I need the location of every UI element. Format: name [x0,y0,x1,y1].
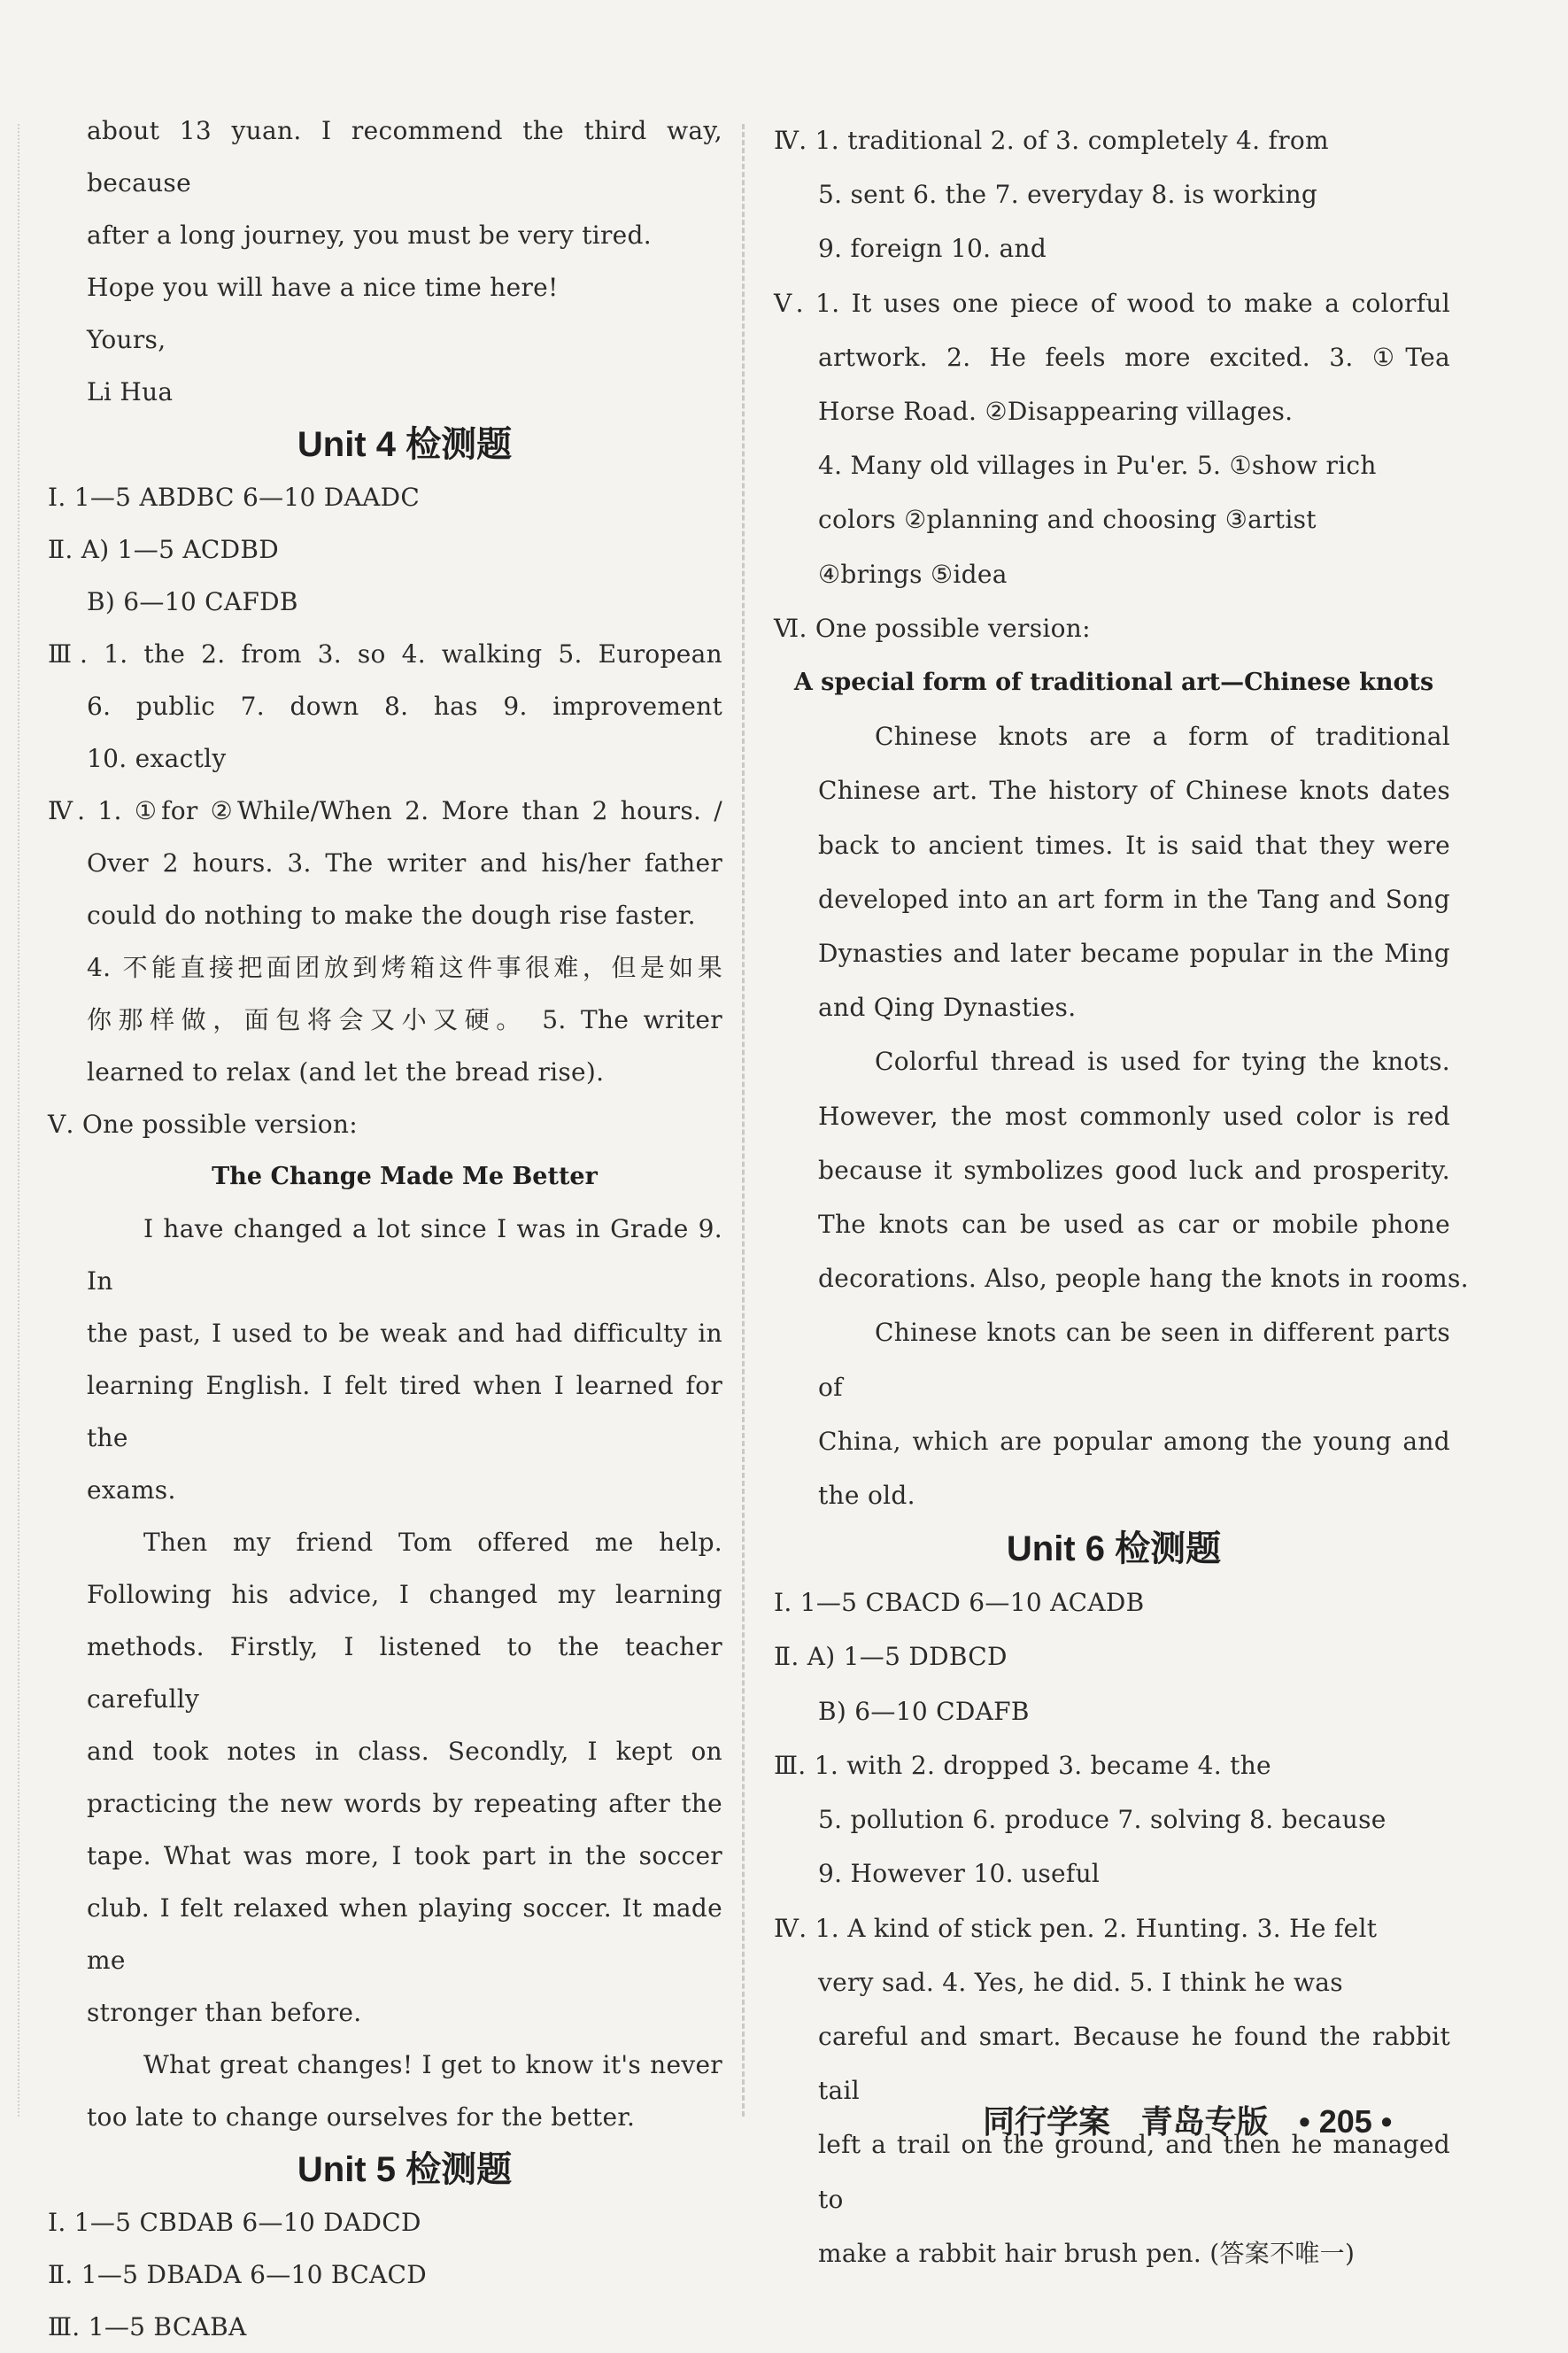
essay-line: The knots can be used as car or mobile phone [818,1210,1450,1240]
essay-line: Then my friend Tom offered me help. [143,1528,722,1557]
left-column [48,104,722,2353]
essay-line: I have changed a lot since I was in Grade 9. In [87,1214,722,1296]
essay-line: and took notes in class. Secondly, I kept on [87,1737,722,1766]
essay-line: the old. [818,1481,915,1511]
essay-line: What great changes! I get to know it's never [143,2050,722,2079]
unit5-title: Unit 5 检测题 [297,2150,513,2189]
essay-line: because it symbolizes good luck and prosperity. [818,1155,1450,1185]
answer-line: make a rabbit hair brush pen. (答案不唯一) [818,2238,1356,2268]
unit4-title: Unit 4 检测题 [297,425,513,464]
essay-line: Following his advice, I changed my learning [87,1580,722,1609]
answer-line: Ⅳ. 1. ①for ②While/When 2. More than 2 hours. / [48,796,722,825]
answer-line: Ⅱ. A) 1—5 DDBCD [774,1642,1008,1672]
answer-line: Ⅱ. A) 1—5 ACDBD [48,535,280,564]
answer-line: 你那样做，面包将会又小又硬。 5. The writer [87,1005,722,1034]
edition-label: 青岛专版 [1140,2104,1269,2140]
essay-line: Chinese knots are a form of traditional [875,722,1450,752]
answer-line: 5. sent 6. the 7. everyday 8. is working [818,180,1318,210]
text-line: after a long journey, you must be very tired. [87,221,652,250]
answer-line: artwork. 2. He feels more excited. 3. ①Tea [818,342,1450,372]
answer-line: Ⅰ. 1—5 CBACD 6—10 ACADB [774,1588,1145,1618]
text-line: Li Hua [87,377,174,406]
text-line: about 13 yuan. I recommend the third way, because [87,116,722,197]
essay-line: and Qing Dynasties. [818,993,1077,1023]
essay-line: stronger than before. [87,1998,362,2027]
answer-line: careful and smart. Because he found the rabbit tail [818,2021,1450,2106]
essay-line: learning English. I felt tired when I learned for the [87,1371,722,1452]
answer-line: Ⅲ. 1—5 BCABA [48,2312,247,2341]
answer-line: 4. Many old villages in Pu'er. 5. ①show rich [818,451,1377,481]
essay-line: China, which are popular among the young and [818,1426,1450,1456]
essay-line: club. I felt relaxed when playing soccer. It made me [87,1893,722,1975]
answer-line: Ⅴ. One possible version: [48,1110,358,1139]
answer-line: Horse Road. ②Disappearing villages. [818,397,1294,427]
page-edge-line [18,124,19,2117]
answer-line: Ⅱ. 1—5 DBADA 6—10 BCACD [48,2260,428,2289]
essay-line: back to ancient times. It is said that they were [818,830,1450,860]
answer-line: Ⅰ. 1—5 CBDAB 6—10 DADCD [48,2208,421,2237]
answer-line: Ⅰ. 1—5 ABDBC 6—10 DAADC [48,483,421,512]
essay-line: developed into an art form in the Tang and Song [818,884,1450,914]
answer-line: learned to relax (and let the bread rise). [87,1057,605,1087]
answer-line: Ⅳ. 1. A kind of stick pen. 2. Hunting. 3. He felt [774,1913,1378,1943]
answer-line: left a trail on the ground, and then he managed to [818,2130,1450,2214]
essay-line: too late to change ourselves for the better. [87,2102,636,2132]
answer-line: Ⅵ. One possible version: [774,613,1091,643]
answer-line: Over 2 hours. 3. The writer and his/her father [87,848,722,878]
essay-line: the past, I used to be weak and had difficulty in [87,1319,722,1348]
text-line: Hope you will have a nice time here! [87,273,559,302]
essay-line: However, the most commonly used color is red [818,1101,1450,1131]
answer-line: colors ②planning and choosing ③artist [818,505,1317,535]
answer-line: 9. foreign 10. and [818,234,1047,264]
right-column [774,113,1469,2280]
essay-line: exams. [87,1475,176,1505]
essay-body [777,709,1469,1522]
essay-line: tape. What was more, I took part in the soccer [87,1841,722,1870]
answer-line: very sad. 4. Yes, he did. 5. I think he was [818,1967,1343,1997]
column-divider [742,124,745,2117]
answer-line: could do nothing to make the dough rise faster. [87,901,696,930]
essay-line: Chinese knots can be seen in different parts of [818,1318,1450,1402]
page-number: • 205 • [1299,2103,1393,2140]
answer-line: Ⅳ. 1. traditional 2. of 3. completely 4. from [774,126,1329,155]
essay-title: The Change Made Me Better [212,1163,598,1190]
text-line: Yours, [87,325,166,354]
answer-line: 4. 不能直接把面团放到烤箱这件事很难，但是如果 [87,953,722,982]
essay-line: methods. Firstly, I listened to the teacher carefully [87,1632,722,1714]
answer-line: Ⅲ. 1. the 2. from 3. so 4. walking 5. European [48,639,722,669]
answer-line: Ⅴ. 1. It uses one piece of wood to make a colorful [774,288,1450,318]
answer-line: ④brings ⑤idea [818,559,1008,589]
answer-line: B) 6—10 CDAFB [818,1696,1030,1726]
essay-line: Chinese art. The history of Chinese knots dates [818,776,1450,806]
answer-line: B) 6—10 CAFDB [87,587,298,616]
essay-line: decorations. Also, people hang the knots in rooms. [818,1264,1469,1294]
answer-line: 5. pollution 6. produce 7. solving 8. because [818,1805,1386,1835]
essay-line: Dynasties and later became popular in the Ming [818,939,1450,969]
answer-line: 10. exactly [87,744,227,773]
essay-title: A special form of traditional art—Chinese knots [793,669,1434,697]
answer-line: Ⅲ. 1. with 2. dropped 3. became 4. the [774,1750,1271,1780]
essay-line: Colorful thread is used for tying the knots. [875,1047,1450,1077]
page-footer [983,2094,1392,2150]
essay-line: practicing the new words by repeating after the [87,1789,722,1818]
unit6-title: Unit 6 检测题 [1006,1529,1222,1569]
answer-line: 9. However 10. useful [818,1859,1101,1889]
book-title: 同行学案 [983,2104,1111,2140]
answer-line: 6. public 7. down 8. has 9. improvement [87,692,722,721]
